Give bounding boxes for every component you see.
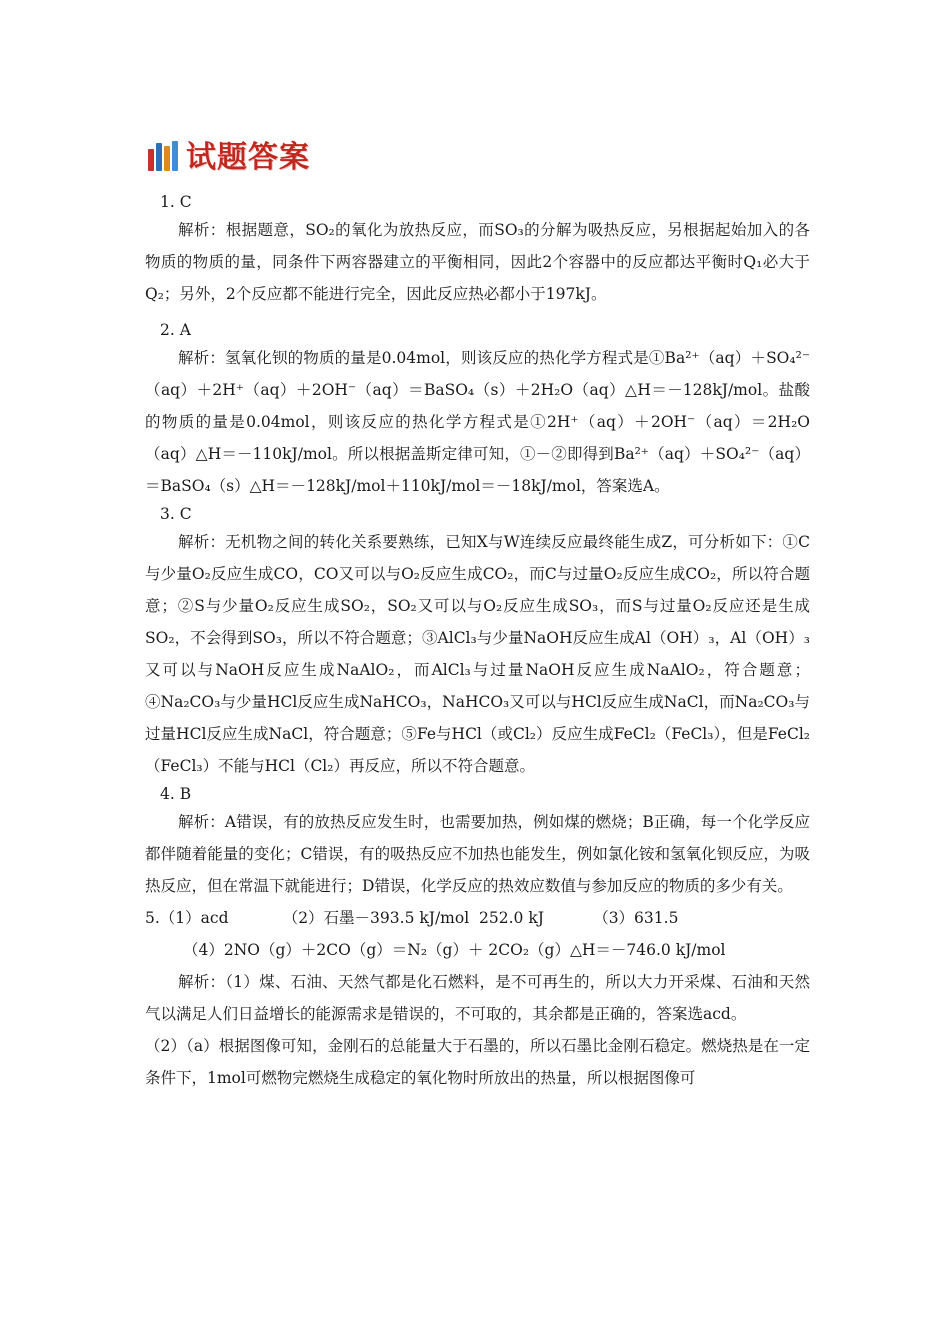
books-icon — [148, 137, 180, 171]
q1-explanation: 解析：根据题意，SO₂的氧化为放热反应，而SO₃的分解为吸热反应，另根据起始加入的各物质的物质的量，同条件下两容器建立的平衡相同，因此2个容器中的反应都达平衡时Q₁必大于Q₂；另外，2个反应都不能进行完全，因此反应热必都小于197kJ。 — [145, 221, 810, 303]
q4-answer: 4. B — [160, 785, 192, 803]
q3-explanation: 解析：无机物之间的转化关系要熟练，已知X与W连续反应最终能生成Z，可分析如下：①C与少量O₂反应生成CO，CO又可以与O₂反应生成CO₂，而C与过量O₂反应生成CO₂，所以符合题意；②S与少量O₂反应生成SO₂，SO₂又可以与O₂反应生成SO₃，而S与过量O₂反应还是生成SO₂，不会得到SO₃，所以不符合题意；③AlCl₃与少量NaOH反应生成Al（OH）₃，Al（OH）₃又可以与NaOH反应生成NaAlO₂，而AlCl₃与过量NaOH反应生成NaAlO₂，符合题意；④Na₂CO₃与少量HCl反应生成NaHCO₃，NaHCO₃又可以与HCl反应生成NaCl，而Na₂CO₃与过量HCl反应生成NaCl，符合题意；⑤Fe与HCl（或Cl₂）反应生成FeCl₂（FeCl₃），但是FeCl₂（FeCl₃）不能与HCl（Cl₂）再反应，所以不符合题意。 — [145, 533, 810, 775]
q5-answers-line1: 5.（1）acd （2）石墨－393.5 kJ/mol 252.0 kJ （3）631.5 — [145, 909, 679, 927]
answer-content — [145, 190, 810, 1094]
q5-explanation-1: 解析：（1）煤、石油、天然气都是化石燃料，是不可再生的，所以大力开采煤、石油和天然气以满足人们日益增长的能源需求是错误的，不可取的，其余都是正确的，答案选acd。 — [145, 973, 810, 1023]
answer-banner — [148, 132, 310, 176]
q2-answer: 2. A — [160, 321, 191, 339]
q2-explanation: 解析：氢氧化钡的物质的量是0.04mol，则该反应的热化学方程式是①Ba²⁺（aq）＋SO₄²⁻（aq）＋2H⁺（aq）＋2OH⁻（aq）＝BaSO₄（s）＋2H₂O（aq）△H＝－128kJ/mol。盐酸的物质的量是0.04mol，则该反应的热化学方程式是①2H⁺（aq）＋2OH⁻（aq）＝2H₂O（aq）△H＝－110kJ/mol。所以根据盖斯定律可知，①－②即得到Ba²⁺（aq）＋SO₄²⁻（aq）＝BaSO₄（s）△H＝－128kJ/mol＋110kJ/mol＝－18kJ/mol，答案选A。 — [145, 349, 810, 495]
q3-answer: 3. C — [160, 505, 192, 523]
q4-explanation: 解析：A错误，有的放热反应发生时，也需要加热，例如煤的燃烧；B正确，每一个化学反应都伴随着能量的变化；C错误，有的吸热反应不加热也能发生，例如氯化铵和氢氧化钡反应，为吸热反应，但在常温下就能进行；D错误，化学反应的热效应数值与参加反应的物质的多少有关。 — [145, 813, 810, 895]
q5-explanation-2: （2）（a）根据图像可知，金刚石的总能量大于石墨的，所以石墨比金刚石稳定。燃烧热是在一定条件下，1mol可燃物完燃烧生成稳定的氧化物时所放出的热量，所以根据图像可 — [145, 1037, 810, 1087]
q1-answer: 1. C — [160, 193, 192, 211]
q5-answers-line2: （4）2NO（g）＋2CO（g）＝N₂（g）＋ 2CO₂（g）△H＝－746.0 kJ/mol — [183, 941, 726, 959]
banner-title: 试题答案 — [186, 140, 310, 175]
